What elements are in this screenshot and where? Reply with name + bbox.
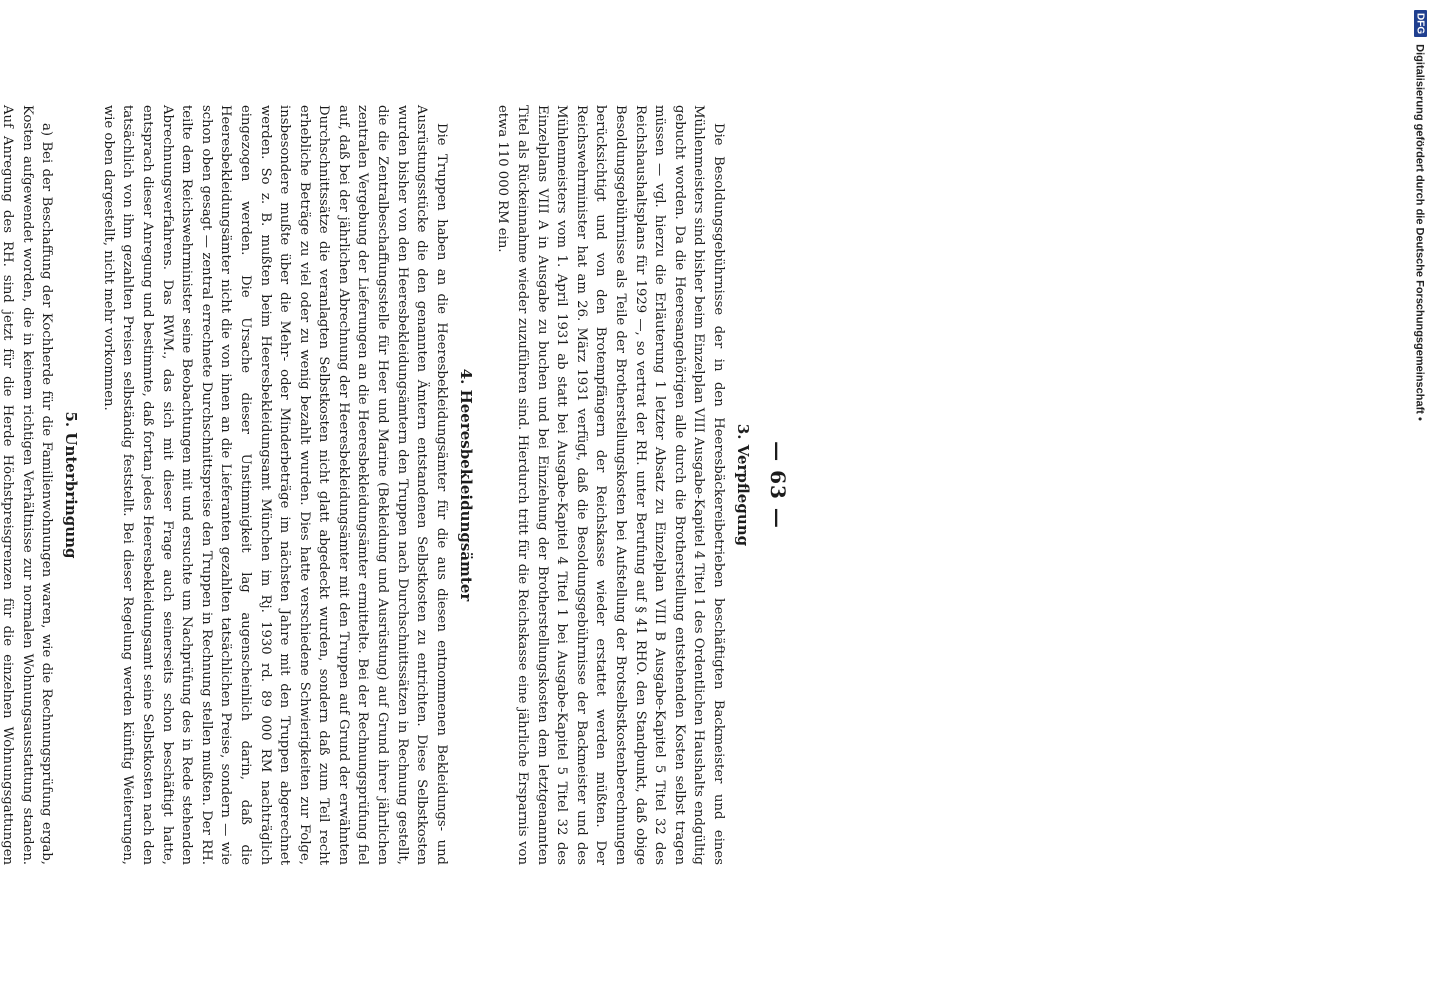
paragraph: a) Bei der Beschaffung der Kochherde für die Familienwohnungen waren, wie die Rechnungsprüfung ergab, Kosten aufgewendet worden, die in keinem richtigen Verhältnisse zur normalen Wohnungsausstattung standen. Auf Anregung des RH. sind jetzt für die Herde Höchstpreisgrenzen für die einzelnen Wohnungsgattungen: [0, 105, 55, 865]
funding-notice: [1408, 10, 1432, 990]
section-heading: 5. Unterbringung: [62, 411, 81, 559]
section-verpflegung: [493, 105, 752, 865]
funding-notice-text: [1414, 10, 1427, 421]
paragraph: Die Besoldungsgebührnisse der in den Heeresbäckereibetrieben beschäftigten Backmeister und eines Mühlenmeisters sind bisher beim Einzelplan VIII Ausgabe-Kapitel 4 Titel 1 des Ordentlichen Haushalts endgültig gebucht worden. Da die Heeresangehörigen alle durch die Brotherstellung entstehenden Kosten selbst tragen müssen — vgl. hierzu die Erläuterung 1 letzter Absatz zu Einzelplan VIII B Ausgabe-Kapitel 5 Titel 32 des Reichshaushaltsplans für 1929 —, so vertrat der RH. unter Berufung auf § 41 RHO. den Standpunkt, daß obige Besoldungsgebührnisse als Teile der Brotherstellungskosten bei Aufstellung der Brotselbstkostenberechnungen berücksichtigt und von den Brotempfängern der Reichskasse wieder erstattet werden müßten. Der Reichswehrminister hat am 26. März 1931 verfügt, daß die Besoldungsgebührnisse der Backmeister und des Mühlenmeisters vom 1. April 1931 ab statt bei Ausgabe-Kapitel 4 Titel 1 bei Ausgabe-Kapitel 5 Titel 32 des Einzelplans VIII A in Ausgabe zu buchen und bei Einziehung der Brotherstellungskosten dem letztgenannten Titel als Rückeinnahme wieder zuzuführen sind. Hierdurch tritt für die Reichskasse eine jährliche Ersparnis von etwa 110 000 RM ein.: [495, 105, 726, 865]
funding-notice-label: Digitalisierung gefördert durch die Deutsche Forschungsgemeinschaft •: [1413, 44, 1426, 421]
page-number: — 63 —: [766, 441, 790, 529]
section-heading: 4. Heeresbekleidungsämter: [456, 368, 475, 602]
section-heeresbekleidungsaemter: [98, 105, 475, 865]
section-unterbringung: [0, 105, 80, 865]
scanned-page-rotated: [0, 105, 790, 865]
section-heading: 3. Verpflegung: [734, 423, 752, 547]
dfg-logo: DFG: [1414, 10, 1427, 37]
paragraph: Die Truppen haben an die Heeresbekleidungsämter für die aus diesen entnommenen Bekleidungs- und Ausrüstungsstücke die den genannten Ämtern entstandenen Selbstkosten zu entrichten. Diese Selbstkosten wurden bisher von den Heeresbekleidungsämtern den Truppen nach Durchschnittssätzen in Rechnung gestellt, die die Zentralbeschaffungsstelle für Heer und Marine (Bekleidung und Ausrüstung) auf Grund ihrer jährlichen zentralen Vergebung der Lieferungen an die Heeresbekleidungsämter ermittelte. Bei der Rechnungsprüfung fiel auf, daß bei der jährlichen Abrechnung der Heeresbekleidungsämter mit den Truppen auf Grund der erwähnten Durchschnittssätze die veranlagten Selbstkosten nicht glatt abgedeckt wurden, sondern daß zum Teil recht erhebliche Beträge zu viel oder zu wenig bezahlt wurden. Dies hatte verschiedene Schwierigkeiten zur Folge, insbesondere mußte über die Mehr- oder Minderbeträge im nächsten Jahre mit den Truppen abgerechnet werden. So z. B. mußten beim Heeresbekleidungsamt München im Rj. 1930 rd. 89 000 RM nachträglich eingezogen werden. Die Ursache dieser Unstimmigkeit lag augenscheinlich darin, daß die Heeresbekleidungsämter nicht die von ihnen an die Lieferanten gezahlten tatsächlichen Preise, sondern — wie schon oben gesagt — zentral errechnete Durchschnittspreise den Truppen in Rechnung stellen mußten. Der RH. teilte dem Reichswehrminister seine Beobachtungen mit und ersuchte um Nachprüfung des in Rede stehenden Abrechnungsverfahrens. Das RWM., das sich mit dieser Frage auch seinerseits schon beschäftigt hatte, entsprach dieser Anregung und bestimmte, daß fortan jedes Heeresbekleidungsamt seine Selbstkosten nach den tatsächlich von ihm gezahlten Preisen selbständig feststellt. Bei dieser Regelung werden künftig Weiterungen, wie oben dargestellt, nicht mehr vorkommen.: [100, 105, 449, 865]
